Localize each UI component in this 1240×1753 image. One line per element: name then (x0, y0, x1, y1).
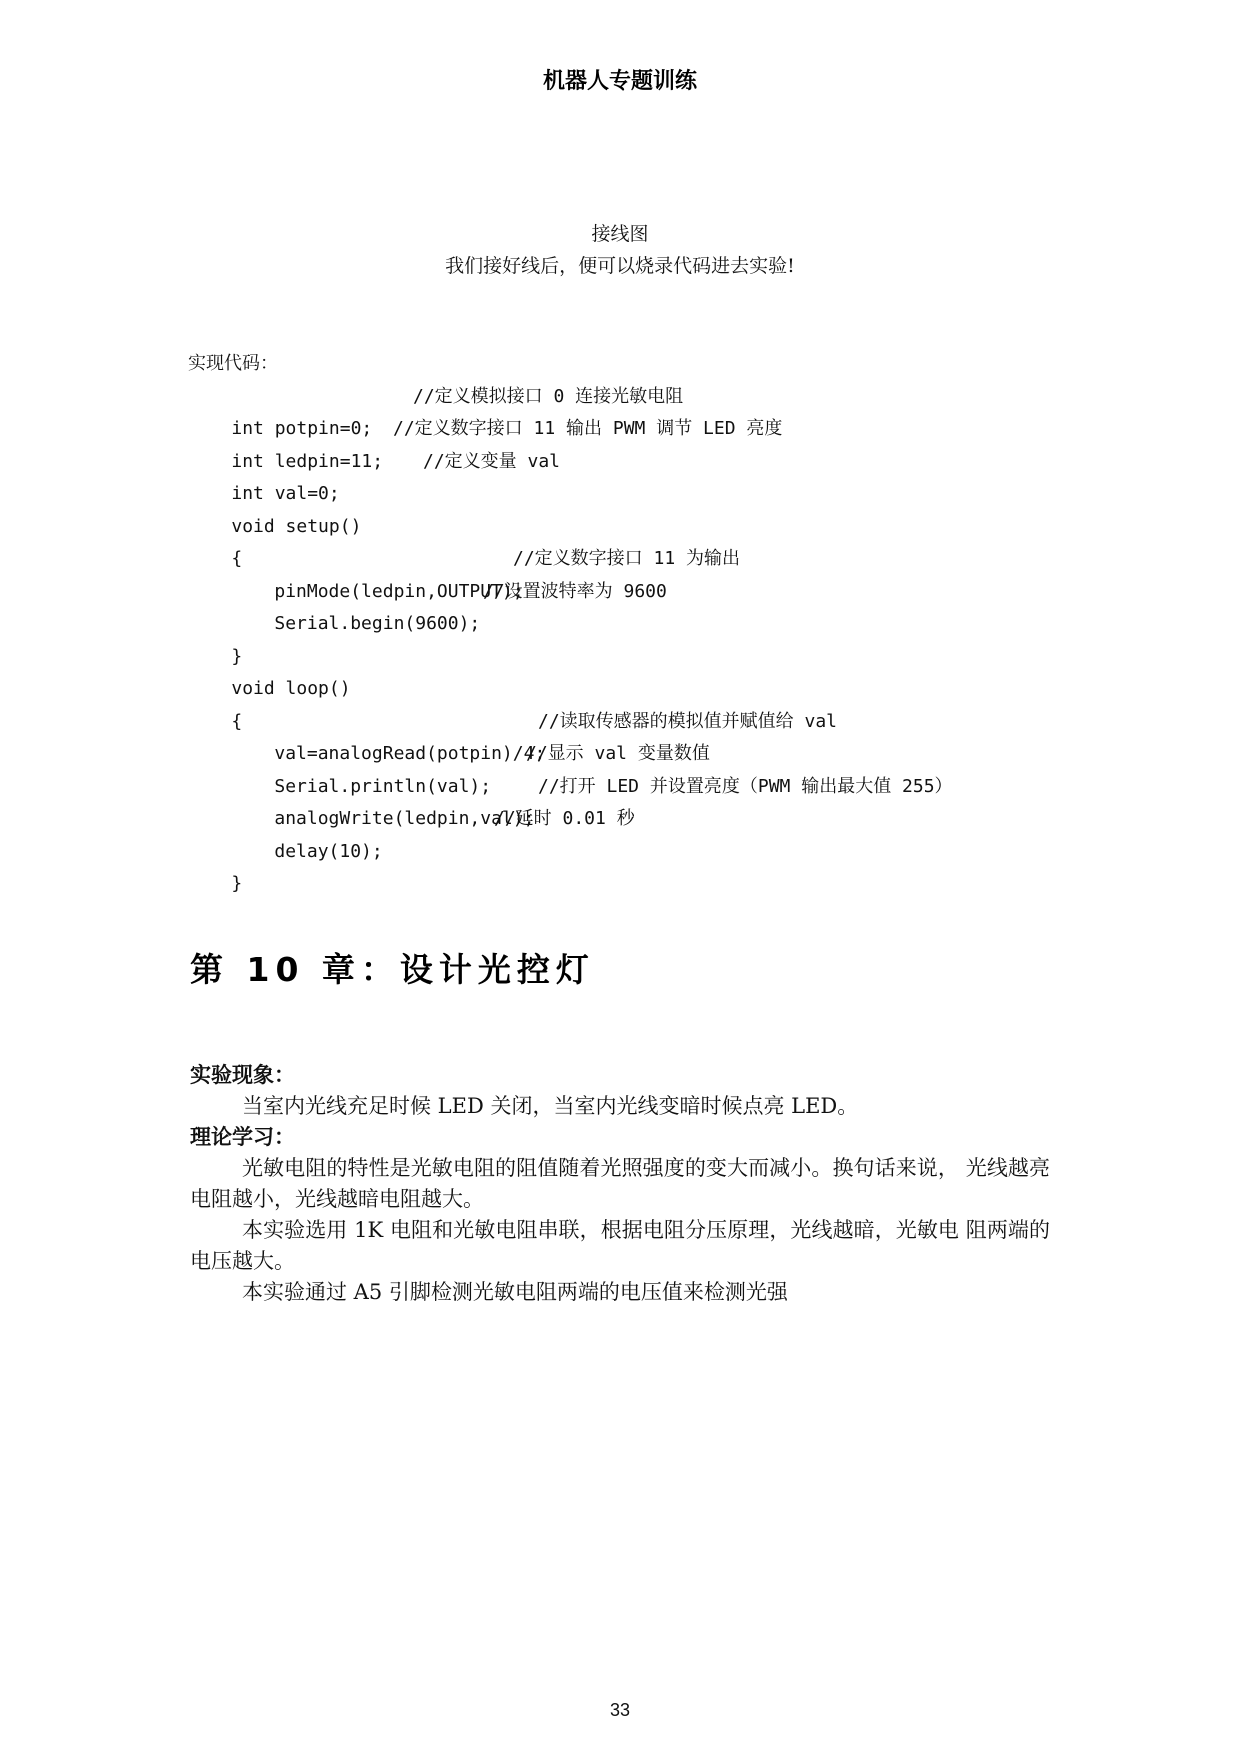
phenomenon-paragraph: 当室内光线充足时候 LED 关闭，当室内光线变暗时候点亮 LED。 (242, 1094, 859, 1118)
code-text: val=analogRead(potpin)/4; (274, 743, 546, 764)
code-comment: //读取传感器的模拟值并赋值给 val (538, 710, 838, 732)
code-comment: //打开 LED 并设置亮度（PWM 输出最大值 255） (538, 775, 953, 797)
code-comment: //定义数字接口 11 为输出 (513, 548, 741, 569)
code-text: int val=0; (231, 483, 340, 504)
code-line (188, 478, 1148, 537)
code-line (188, 608, 1148, 667)
code-comment: //定义模拟接口 0 连接光敏电阻 (413, 385, 684, 407)
figure-caption-block (0, 218, 1240, 282)
code-text: int potpin=0; (231, 418, 373, 439)
code-comment: //定义变量 val (423, 450, 561, 472)
code-comment: //延时 0.01 秒 (494, 808, 635, 829)
code-text: int ledpin=11; (231, 450, 384, 472)
code-text: } (231, 873, 243, 894)
code-text: analogWrite(ledpin,val); (274, 808, 535, 829)
code-text: Serial.begin(9600); (274, 613, 481, 634)
body-text (190, 1060, 1050, 1308)
page-header-title: 机器人专题训练 (542, 69, 697, 94)
code-comment: //显示 val 变量数值 (526, 743, 710, 764)
code-line (188, 641, 1148, 699)
code-text: void setup() (231, 515, 362, 537)
section-heading-phenomenon: 实验现象： (190, 1063, 295, 1087)
code-text: pinMode(ledpin,OUTPUT); (274, 580, 524, 602)
chapter-title: 第 10 章：设计光控灯 (190, 950, 595, 989)
code-comment: //设置波特率为 9600 (483, 580, 667, 602)
theory-paragraph: 本实验选用 1K 电阻和光敏电阻串联，根据电阻分压原理，光线越暗，光敏电 阻两端的电压越大。 (190, 1218, 1050, 1273)
code-text: { (231, 710, 243, 732)
code-text: void loop() (231, 678, 351, 699)
code-line (188, 836, 1148, 894)
code-text: } (231, 645, 243, 667)
code-line (188, 446, 1148, 504)
figure-caption: 接线图 (591, 223, 649, 245)
figure-note: 我们接好线后，便可以烧录代码进去实验! (445, 255, 795, 277)
theory-paragraph: 光敏电阻的特性是光敏电阻的阻值随着光照强度的变大而减小。换句话来说， 光线越亮电阻越小，光线越暗电阻越大。 (190, 1156, 1050, 1211)
code-title: 实现代码： (188, 353, 278, 374)
code-text: { (231, 548, 243, 569)
code-text: delay(10); (274, 840, 383, 862)
code-comment: //定义数字接口 11 输出 PWM 调节 LED 亮度 (393, 418, 783, 439)
section-heading-theory: 理论学习： (190, 1125, 295, 1149)
code-listing (188, 348, 1148, 894)
theory-paragraph: 本实验通过 A5 引脚检测光敏电阻两端的电压值来检测光强 (242, 1280, 788, 1304)
code-line (188, 576, 1148, 634)
page-number: 33 (609, 1700, 631, 1720)
code-text: Serial.println(val); (274, 775, 492, 797)
code-line (188, 803, 1148, 862)
